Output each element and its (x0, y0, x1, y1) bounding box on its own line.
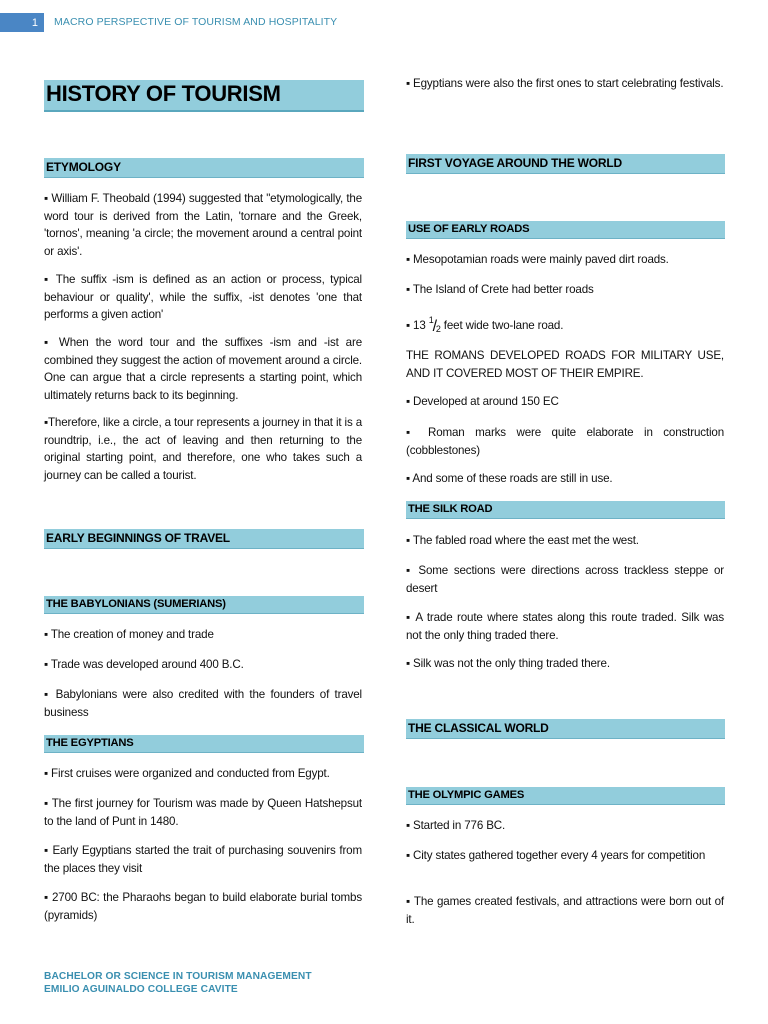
section-heading-egyptians: THE EGYPTIANS (44, 735, 364, 753)
page-title: HISTORY OF TOURISM (44, 80, 364, 112)
section-heading-early-beginnings: EARLY BEGINNINGS OF TRAVEL (44, 529, 364, 549)
section-heading-olympic-games: THE OLYMPIC GAMES (406, 787, 725, 805)
fraction-numerator: 1 (428, 315, 434, 325)
paragraph: ▪ The fabled road where the east met the west. (406, 534, 639, 547)
section-heading-early-roads: USE OF EARLY ROADS (406, 221, 725, 239)
paragraph: ▪ The games created festivals, and attractions were born out of it. (406, 895, 724, 926)
fraction-denominator: 2 (435, 324, 441, 334)
paragraph: ▪Therefore, like a circle, a tour represents a journey in that it is a roundtrip, i.e., the act of leaving and then returning to the original starting point, and therefore, one who takes such a journey can be called a tourist. (44, 416, 362, 482)
paragraph: ▪ Roman marks were quite elaborate in construction (cobblestones) (406, 426, 724, 457)
footer-line-college: EMILIO AGUINALDO COLLEGE CAVITE (44, 984, 238, 995)
paragraph: ▪ When the word tour and the suffixes -ism and -ist are combined they suggest the action of movement around a circle. One can argue that a circle represents a starting point, which ultimately returns back to its beginning. (44, 336, 362, 402)
section-heading-classical-world: THE CLASSICAL WORLD (406, 719, 725, 739)
footer (44, 970, 312, 996)
paragraph: ▪ The first journey for Tourism was made by Queen Hatshepsut to the land of Punt in 1480. (44, 797, 362, 828)
paragraph: ▪ Egyptians were also the first ones to start celebrating festivals. (406, 77, 724, 90)
paragraph: ▪ Started in 776 BC. (406, 819, 506, 832)
fraction-suffix: feet wide two-lane road. (440, 319, 564, 332)
paragraph: ▪ Trade was developed around 400 B.C. (44, 658, 244, 671)
paragraph: ▪ Mesopotamian roads were mainly paved dirt roads. (406, 253, 669, 266)
paragraph: ▪ Early Egyptians started the trait of purchasing souvenirs from the places they visit (44, 844, 362, 875)
paragraph: ▪ And some of these roads are still in use. (406, 472, 613, 485)
section-heading-babylonians: THE BABYLONIANS (SUMERIANS) (44, 596, 364, 614)
paragraph: THE ROMANS DEVELOPED ROADS FOR MILITARY USE, AND IT COVERED MOST OF THEIR EMPIRE. (406, 349, 724, 380)
paragraph: ▪ Babylonians were also credited with the founders of travel business (44, 688, 362, 719)
paragraph: ▪ A trade route where states along this route traded. Silk was not the only thing traded there. (406, 611, 724, 642)
header-title: MACRO PERSPECTIVE OF TOURISM AND HOSPITALITY (54, 16, 338, 28)
section-heading-silk-road: THE SILK ROAD (406, 501, 725, 519)
page-number: 1 (0, 13, 44, 32)
paragraph: ▪ The suffix -ism is defined as an action or process, typical behaviour or quality', while the suffix, -ist denotes 'one that performs a given action' (44, 273, 362, 321)
paragraph: ▪ Some sections were directions across trackless steppe or desert (406, 564, 724, 595)
paragraph: ▪ 2700 BC: the Pharaohs began to build elaborate burial tombs (pyramids) (44, 891, 362, 922)
footer-line-program: BACHELOR OR SCIENCE IN TOURISM MANAGEMENT (44, 971, 312, 982)
paragraph: ▪ First cruises were organized and conducted from Egypt. (44, 767, 330, 780)
paragraph-fraction: ▪ 13 $^1/_2$ feet wide two-lane road. (406, 315, 564, 335)
paragraph: ▪ The Island of Crete had better roads (406, 283, 594, 296)
paragraph: ▪ City states gathered together every 4 years for competition (406, 849, 706, 862)
section-heading-first-voyage: FIRST VOYAGE AROUND THE WORLD (406, 154, 725, 174)
paragraph: ▪ William F. Theobald (1994) suggested that "etymologically, the word tour is derived from the Latin, 'tornare and the Greek, 'tornos', meaning 'a circle; the movement around a central point or axis'. (44, 192, 362, 258)
paragraph: ▪ Silk was not the only thing traded there. (406, 657, 610, 670)
fraction-prefix: ▪ 13 (406, 319, 426, 332)
paragraph: ▪ The creation of money and trade (44, 628, 214, 641)
paragraph: ▪ Developed at around 150 EC (406, 395, 559, 408)
section-heading-etymology: ETYMOLOGY (44, 158, 364, 178)
